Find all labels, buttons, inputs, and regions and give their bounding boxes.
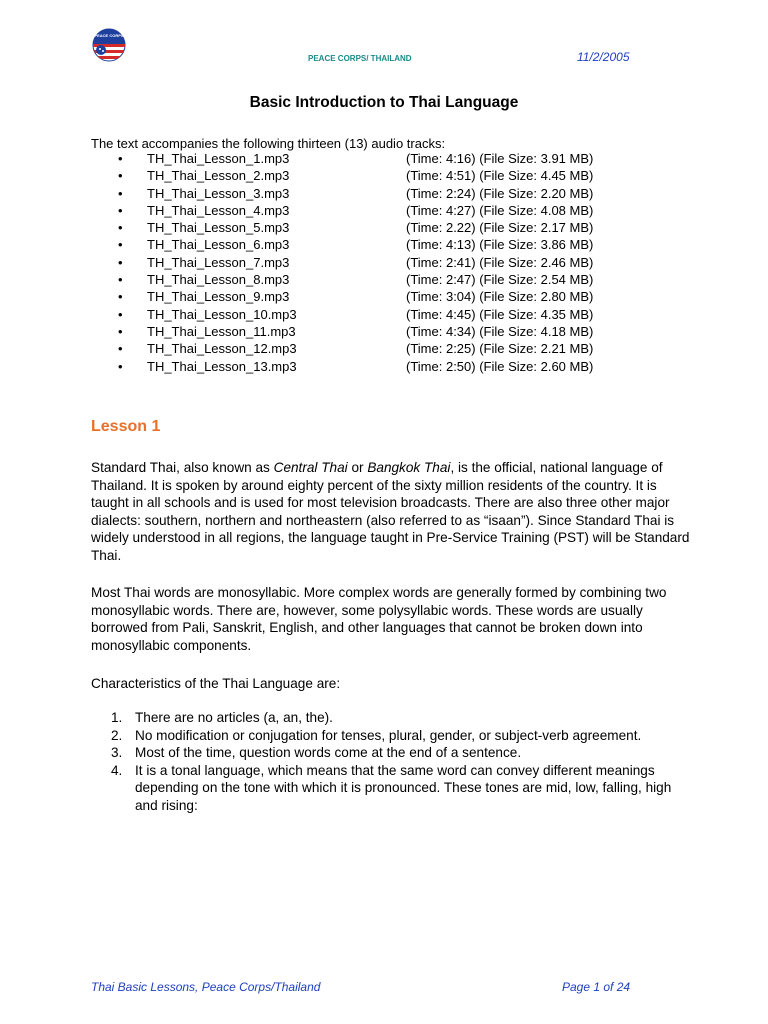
header-organization: PEACE CORPS/ THAILAND: [308, 54, 412, 63]
header-date: 11/2/2005: [577, 50, 630, 64]
paragraph-standard-thai: [91, 459, 691, 565]
paragraph-text: Standard Thai, also known as: [91, 460, 274, 475]
track-filename: TH_Thai_Lesson_10.mp3: [147, 306, 297, 322]
characteristic-text: It is a tonal language, which means that the same word can convey different meanings depending on the tone with which it is pronounced. These tones are mid, low, falling, high and rising:: [135, 762, 672, 813]
track-filename: TH_Thai_Lesson_13.mp3: [147, 358, 297, 374]
track-filename: TH_Thai_Lesson_2.mp3: [147, 168, 290, 184]
track-filename: TH_Thai_Lesson_7.mp3: [147, 254, 290, 270]
characteristic-item: [91, 727, 691, 745]
track-metadata: (Time: 3:04) (File Size: 2.80 MB): [406, 289, 594, 305]
list-number: 2.: [111, 727, 123, 743]
bullet-icon: •: [118, 341, 123, 357]
track-filename: TH_Thai_Lesson_1.mp3: [147, 151, 290, 166]
peace-corps-logo: [92, 28, 126, 62]
track-filename: TH_Thai_Lesson_5.mp3: [147, 220, 290, 236]
list-number: 1.: [111, 710, 123, 725]
characteristic-text: There are no articles (a, an, the).: [135, 710, 333, 725]
bullet-icon: •: [118, 289, 123, 305]
track-filename: TH_Thai_Lesson_11.mp3: [147, 323, 296, 339]
paragraph-monosyllabic: Most Thai words are monosyllabic. More complex words are generally formed by combining two monosyllabic words. There are, however, some polysyllabic words. These words are usually borrowed from Pali, Sanskrit, English, and other languages that cannot be broken down into monosyllabic components.: [91, 585, 667, 653]
characteristic-text: No modification or conjugation for tenses, plural, gender, or subject-verb agreement.: [135, 727, 642, 743]
list-number: 3.: [111, 745, 123, 761]
track-filename: TH_Thai_Lesson_8.mp3: [147, 272, 290, 288]
lesson-heading: Lesson 1: [91, 418, 161, 435]
bullet-icon: •: [118, 272, 123, 288]
bullet-icon: •: [118, 237, 123, 253]
italic-term: Bangkok Thai: [367, 460, 451, 475]
logo-text: PEACE CORPS: [94, 33, 124, 38]
track-metadata: (Time: 4:34) (File Size: 4.18 MB): [406, 323, 594, 339]
characteristics-list: [91, 709, 691, 815]
footer-title: Thai Basic Lessons, Peace Corps/Thailand: [91, 980, 321, 994]
track-metadata: (Time: 2:50) (File Size: 2.60 MB): [406, 358, 594, 374]
characteristic-item: [91, 709, 691, 727]
list-number: 4.: [111, 762, 123, 778]
bullet-icon: •: [118, 358, 123, 374]
bullet-icon: •: [118, 323, 123, 339]
track-filename: TH_Thai_Lesson_4.mp3: [147, 202, 290, 218]
track-metadata: (Time: 4:27) (File Size: 4.08 MB): [406, 202, 594, 218]
track-metadata: (Time: 2:41) (File Size: 2.46 MB): [406, 254, 594, 270]
track-filename: TH_Thai_Lesson_12.mp3: [147, 341, 297, 357]
document-title: Basic Introduction to Thai Language: [249, 94, 519, 111]
track-metadata: (Time: 2:24) (File Size: 2.20 MB): [406, 185, 594, 201]
characteristic-item: [91, 744, 691, 762]
bullet-icon: •: [118, 202, 123, 218]
bullet-icon: •: [118, 168, 123, 184]
track-filename: TH_Thai_Lesson_9.mp3: [147, 289, 290, 305]
intro-text: The text accompanies the following thirteen (13) audio tracks:: [91, 136, 446, 151]
track-metadata: (Time: 2.22) (File Size: 2.17 MB): [406, 220, 594, 236]
bullet-icon: •: [118, 306, 123, 322]
bullet-icon: •: [118, 254, 123, 270]
characteristic-item: [91, 762, 691, 815]
paragraph-characteristics-intro: Characteristics of the Thai Language are:: [91, 676, 341, 691]
track-metadata: (Time: 2:47) (File Size: 2.54 MB): [406, 272, 594, 288]
characteristic-text: Most of the time, question words come at the end of a sentence.: [135, 745, 522, 761]
track-metadata: (Time: 4:51) (File Size: 4.45 MB): [406, 168, 594, 184]
paragraph-text: or: [347, 460, 368, 475]
bullet-icon: •: [118, 185, 123, 201]
footer-page-number: Page 1 of 24: [562, 980, 631, 994]
track-metadata: (Time: 4:13) (File Size: 3.86 MB): [406, 237, 594, 253]
track-metadata: (Time: 4:45) (File Size: 4.35 MB): [406, 306, 594, 322]
track-filename: TH_Thai_Lesson_3.mp3: [147, 185, 290, 201]
bullet-icon: •: [118, 151, 123, 166]
bullet-icon: •: [118, 220, 123, 236]
paragraph-text: , is the official, national language of Thailand. It is spoken by around eighty percent of the sixty million residents of the country. It is taught in all schools and is used for most television broadcasts. There are also three other major dialects: southern, northern and northeastern (also referred to as “isaan”). Since Standard Thai is widely understood in all regions, the language taught in Pre-Service Training (PST) will be Standard Thai.: [91, 460, 690, 563]
track-metadata: (Time: 2:25) (File Size: 2.21 MB): [406, 341, 594, 357]
track-filename: TH_Thai_Lesson_6.mp3: [147, 237, 290, 253]
track-metadata: (Time: 4:16) (File Size: 3.91 MB): [406, 151, 594, 166]
italic-term: Central Thai: [273, 460, 348, 475]
